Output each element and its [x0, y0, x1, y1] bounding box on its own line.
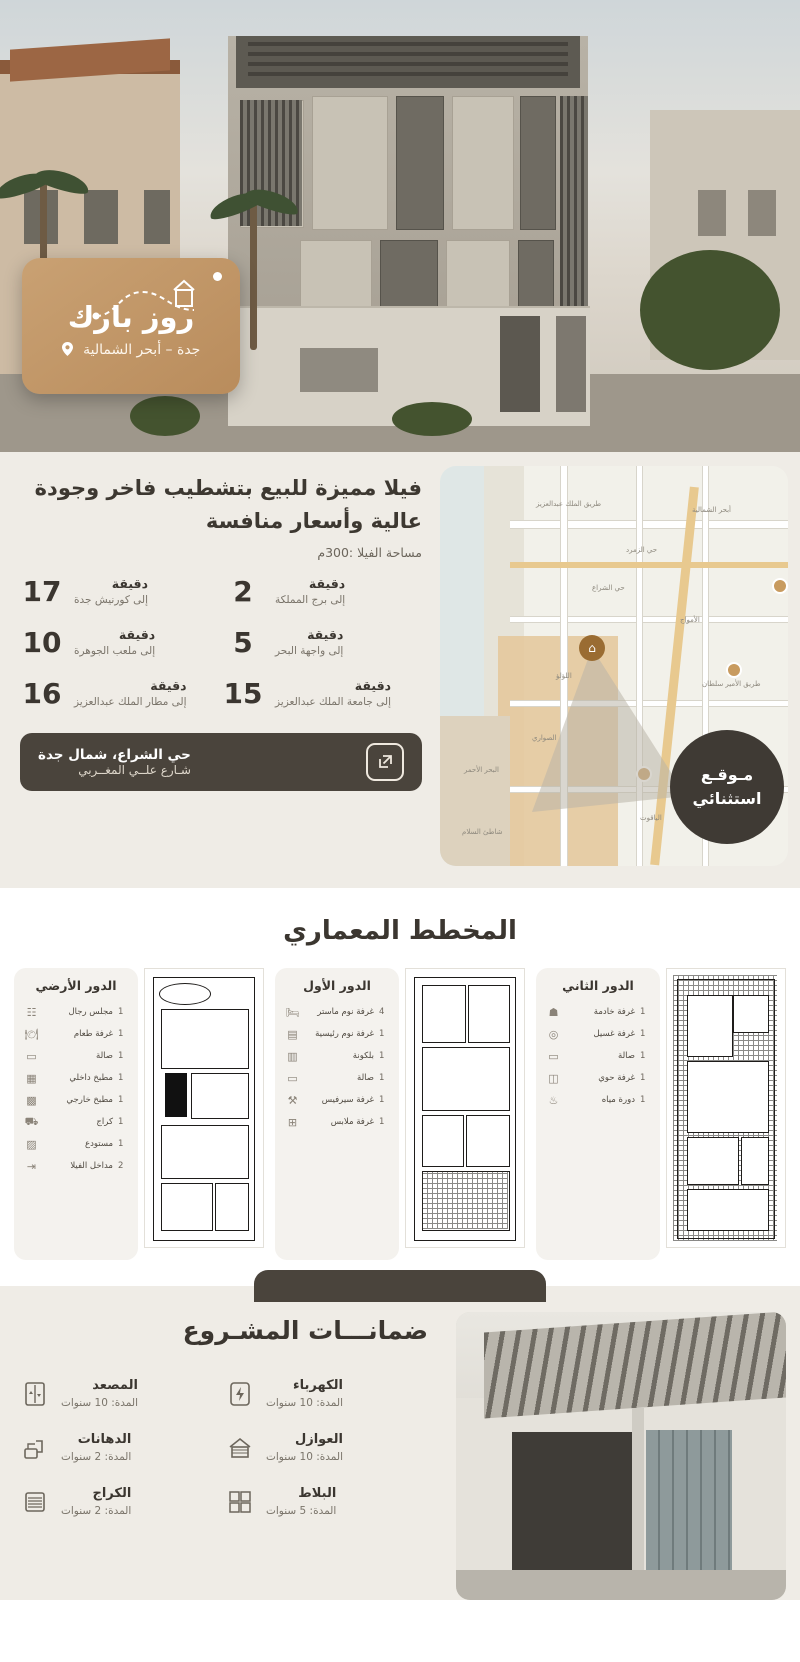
guarantee-label: البلاط: [298, 1486, 337, 1502]
map-label: أبحر الشمالية: [692, 506, 731, 514]
guarantee-item: [18, 1367, 223, 1421]
project-location: [22, 342, 240, 360]
map-label: الياقوت: [640, 814, 662, 822]
guarantee-item: [223, 1367, 428, 1421]
travel-time-item: [221, 617, 422, 668]
guarantee-duration: المدة: 10 سنوات: [61, 1396, 138, 1409]
floor-card-ground: [14, 968, 138, 1260]
floor-name: الدور الأول: [303, 978, 371, 993]
plan-item-label: غرفة نوم ماستر: [317, 1007, 374, 1017]
plan-item-qty: 1: [118, 1095, 124, 1105]
window: [698, 190, 726, 236]
travel-time-value: 17: [22, 575, 62, 609]
travel-time-dest: إلى مطار الملك عبدالعزيز: [74, 695, 187, 708]
plan-item-qty: 2: [118, 1161, 124, 1171]
entry-window: [300, 348, 378, 392]
palm-trunk: [250, 200, 257, 350]
badge-dot: [213, 272, 222, 281]
plan-item-qty: 1: [640, 1029, 646, 1039]
guarantee-item: [18, 1475, 223, 1529]
plan-item-label: صالة: [357, 1073, 374, 1083]
travel-times-grid: [20, 566, 422, 719]
guarantees-grid: [18, 1367, 428, 1529]
section-divider-tab: [254, 1270, 546, 1302]
external-link-icon[interactable]: [366, 743, 404, 781]
plan-item: [22, 1067, 130, 1089]
guarantees-title: ضمانـــات المشـروع: [182, 1316, 428, 1345]
insulation-icon: [223, 1431, 257, 1465]
guarantee-duration: المدة: 5 سنوات: [266, 1504, 337, 1517]
badge-line-2: استثنائي: [692, 789, 762, 808]
map-label: حي الزمرد: [626, 546, 658, 554]
plan-item-label: مطبخ داخلي: [69, 1073, 113, 1083]
map-label: طريق الملك عبدالعزيز: [536, 500, 602, 508]
project-name-badge: [22, 258, 240, 394]
plan-item-qty: 1: [118, 1007, 124, 1017]
plan-item: [283, 1045, 391, 1067]
map-label: شاطئ السلام: [462, 828, 503, 836]
hall-icon: ▭: [26, 1049, 37, 1063]
paint-icon: [18, 1431, 52, 1465]
floor-block-second: [536, 968, 786, 1260]
map-label: الصواري: [532, 734, 557, 742]
guarantee-duration: المدة: 2 سنوات: [61, 1450, 132, 1463]
travel-time-value: 15: [223, 677, 263, 711]
travel-time-unit: دقيقة: [354, 678, 392, 694]
map-label: اللؤلؤ: [556, 672, 572, 680]
plan-item-label: غرفة غسيل: [593, 1029, 635, 1039]
address-line-1: حي الشراع، شمال جدة: [38, 747, 191, 764]
floor-plan-image-first[interactable]: [405, 968, 525, 1248]
plan-item-label: غرفة خادمة: [593, 1007, 635, 1017]
facade-panel-dark: [520, 96, 556, 230]
plan-item-qty: 1: [379, 1073, 385, 1083]
dining-icon: 🍽: [24, 1027, 39, 1041]
master-bed-icon: ▤: [287, 1027, 298, 1041]
electricity-icon: [223, 1377, 257, 1411]
badge-line-1: مـوقـع: [700, 765, 754, 784]
plan-item: [283, 1023, 391, 1045]
plan-item: [544, 1045, 652, 1067]
listing-headline: فيلا مميزة للبيع بتشطيب فاخر وجودة عالية وأسعار منافسة: [34, 476, 422, 533]
travel-time-unit: دقيقة: [150, 678, 187, 694]
laundry-icon: ◎: [548, 1027, 559, 1041]
facade-panel: [452, 96, 514, 230]
storage-icon: ▨: [26, 1137, 37, 1151]
travel-time-item: [20, 566, 221, 617]
guarantee-item: [223, 1475, 428, 1529]
plan-item-label: غرفة طعام: [73, 1029, 113, 1039]
location-info-section: [0, 452, 800, 888]
plan-item-label: غرفة نوم رئيسية: [315, 1029, 374, 1039]
maid-room-icon: ☗: [548, 1005, 559, 1019]
hall-icon: ▭: [548, 1049, 559, 1063]
map-label: البحر الأحمر: [464, 766, 499, 774]
location-map[interactable]: [440, 466, 788, 866]
travel-time-value: 16: [22, 677, 62, 711]
info-column: [12, 466, 440, 866]
plan-item: [283, 1067, 391, 1089]
plan-item: [22, 1111, 130, 1133]
guarantee-label: العوازل: [294, 1432, 343, 1448]
floor-block-first: [275, 968, 525, 1260]
map-label: حي الشراع: [592, 584, 625, 592]
plan-item-qty: 1: [379, 1029, 385, 1039]
room-icon: ◫: [548, 1071, 559, 1085]
floor-name: الدور الثاني: [562, 978, 634, 993]
plan-item-qty: 1: [118, 1117, 124, 1127]
plan-item-label: غرفة حوي: [598, 1073, 635, 1083]
plan-item: [22, 1023, 130, 1045]
garage-icon: ⛟: [24, 1114, 39, 1128]
plan-item-qty: 1: [118, 1051, 124, 1061]
elevator-icon: [18, 1377, 52, 1411]
travel-time-unit: دقيقة: [307, 627, 344, 643]
bed-icon: 🛏: [285, 1005, 300, 1019]
plan-item-label: مستودع: [85, 1139, 113, 1149]
travel-time-dest: إلى ملعب الجوهرة: [74, 644, 156, 657]
exceptional-location-badge: [670, 730, 784, 844]
plan-item-label: مجلس رجال: [68, 1007, 113, 1017]
closet-icon: ⊞: [287, 1115, 298, 1129]
travel-time-unit: دقيقة: [111, 576, 149, 592]
facade-panel-dark: [396, 96, 444, 230]
map-label: طريق الأمير سلطان: [702, 680, 761, 688]
window: [748, 190, 776, 236]
service-room-icon: ⚒: [287, 1093, 298, 1107]
window: [84, 190, 118, 244]
plan-item-label: دورة مياه: [601, 1095, 635, 1105]
facade-slats: [560, 96, 588, 310]
travel-time-item: [221, 668, 422, 719]
guarantee-label: المصعد: [92, 1378, 138, 1393]
villa-area: مساحة الفيلا :300م: [317, 545, 422, 561]
plan-item-qty: 4: [379, 1007, 385, 1017]
plan-item: [544, 1023, 652, 1045]
travel-time-dest: إلى كورنيش جدة: [74, 593, 149, 606]
travel-time-item: [221, 566, 422, 617]
guarantee-label: الدهانات: [77, 1432, 132, 1448]
plan-item-qty: 1: [640, 1095, 646, 1105]
plan-item: [544, 1089, 652, 1111]
entry-door: [500, 316, 540, 412]
address-line-2: شـارع علــي المغــربي: [78, 763, 191, 778]
shrub: [130, 396, 200, 436]
floor-card-first: [275, 968, 399, 1260]
hero-section: [0, 0, 800, 452]
plan-item-qty: 1: [379, 1117, 385, 1127]
plan-item-qty: 1: [379, 1095, 385, 1105]
balcony-icon: ▥: [287, 1049, 298, 1063]
plan-item-qty: 1: [118, 1139, 124, 1149]
plan-item-qty: 1: [118, 1029, 124, 1039]
travel-time-dest: إلى جامعة الملك عبدالعزيز: [275, 695, 392, 708]
tree: [640, 250, 780, 370]
plan-item-qty: 1: [379, 1051, 385, 1061]
plan-item: [283, 1111, 391, 1133]
window: [144, 190, 170, 244]
travel-time-value: 2: [233, 575, 253, 609]
plan-item-label: مطبخ خارجي: [66, 1095, 113, 1105]
location-text: جدة – أبحر الشمالية: [83, 342, 201, 358]
plan-item-qty: 1: [640, 1073, 646, 1083]
entrance-icon: ⇥: [26, 1159, 37, 1173]
plan-item-label: غرفة ملابس: [330, 1117, 374, 1127]
plan-item: [22, 1045, 130, 1067]
plan-item: [22, 1133, 130, 1155]
plan-item: [283, 1089, 391, 1111]
guarantee-label: الكهرباء: [293, 1378, 343, 1393]
plan-item: [22, 1001, 130, 1023]
plan-item: [544, 1067, 652, 1089]
garage-door-icon: [18, 1485, 52, 1519]
guarantee-duration: المدة: 2 سنوات: [61, 1504, 132, 1517]
floor-plan-image-ground[interactable]: [144, 968, 264, 1248]
facade-panel: [312, 96, 388, 230]
roof-pergola: [236, 36, 580, 88]
travel-time-item: [20, 668, 221, 719]
plans-title: المخطط المعماري: [283, 916, 517, 946]
tiles-icon: [223, 1485, 257, 1519]
plan-item: [544, 1001, 652, 1023]
travel-time-dest: إلى واجهة البحر: [275, 644, 344, 657]
plan-item-label: صالة: [96, 1051, 113, 1061]
travel-time-value: 5: [233, 626, 253, 660]
address-bar[interactable]: [20, 733, 422, 791]
architectural-plans-section: [0, 888, 800, 1286]
guarantee-duration: المدة: 10 سنوات: [266, 1450, 343, 1463]
entry-door-side: [556, 316, 586, 412]
floor-card-second: [536, 968, 660, 1260]
plan-item-qty: 1: [118, 1073, 124, 1083]
majlis-icon: ☷: [26, 1005, 37, 1019]
guarantee-duration: المدة: 10 سنوات: [266, 1396, 343, 1409]
travel-time-unit: دقيقة: [308, 576, 346, 592]
plan-item-label: بلكونة: [352, 1051, 374, 1061]
guarantee-item: [223, 1421, 428, 1475]
floor-plan-image-second[interactable]: [666, 968, 786, 1248]
plan-item: [22, 1155, 130, 1177]
guarantees-column: [14, 1312, 444, 1600]
plan-item-label: غرفة سيرفيس: [321, 1095, 374, 1105]
hall-icon: ▭: [287, 1071, 298, 1085]
plan-item-label: صالة: [618, 1051, 635, 1061]
outdoor-kitchen-icon: ▩: [26, 1093, 37, 1107]
plan-item-label: مداخل الفيلا: [70, 1161, 113, 1171]
villa-exterior-photo: [456, 1312, 786, 1600]
plan-item-label: كراج: [96, 1117, 113, 1127]
kitchen-icon: ▦: [26, 1071, 37, 1085]
plan-item-qty: 1: [640, 1051, 646, 1061]
travel-time-dest: إلى برج المملكة: [275, 593, 346, 606]
plan-item: [283, 1001, 391, 1023]
map-label: الأمواج: [680, 616, 700, 624]
travel-time-value: 10: [22, 626, 62, 660]
shrub: [392, 402, 472, 436]
location-pin-icon: [62, 342, 73, 360]
floor-name: الدور الأرضي: [35, 978, 117, 993]
travel-time-unit: دقيقة: [118, 627, 156, 643]
plan-item: [22, 1089, 130, 1111]
bathroom-icon: ♨: [548, 1093, 559, 1107]
guarantees-section: [0, 1286, 800, 1600]
home-pin-icon: ⌂: [579, 635, 605, 661]
floor-block-ground: [14, 968, 264, 1260]
travel-time-item: [20, 617, 221, 668]
plan-item-qty: 1: [640, 1007, 646, 1017]
guarantee-label: الكراج: [92, 1486, 132, 1502]
guarantee-item: [18, 1421, 223, 1475]
project-name: روز بارك: [67, 300, 195, 334]
